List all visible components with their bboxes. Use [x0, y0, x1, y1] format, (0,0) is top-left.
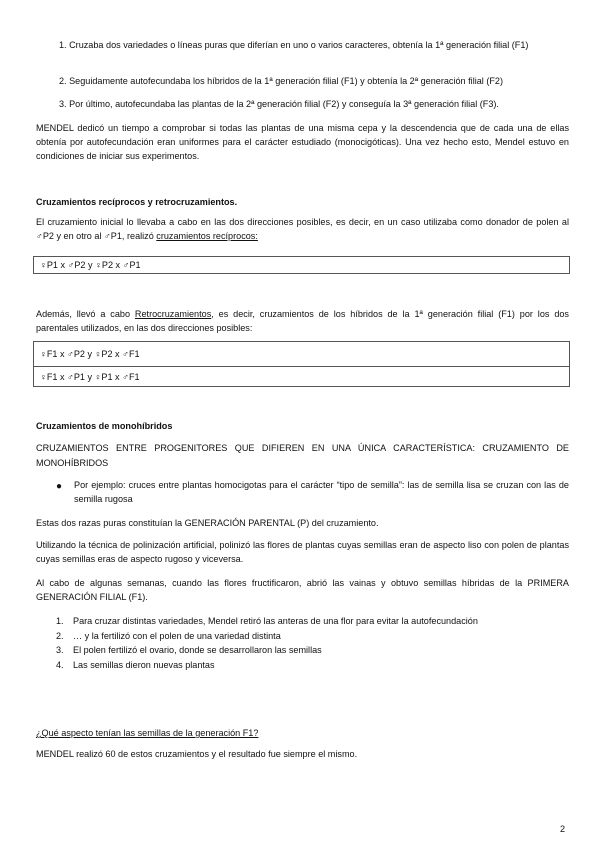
list-number: 3. [56, 645, 64, 655]
backcross-term: Retrocruzamientos [134, 309, 212, 319]
intro-item-3: 3. Por último, autofecundaba las plantas de la 2ª generación filial (F2) y conseguía la 3ª generación filial (F3). [59, 99, 499, 109]
list-text: … y la fertilizó con el polen de una variedad distinta [73, 630, 281, 641]
list-item [56, 614, 576, 629]
list-number: 2. [56, 630, 64, 641]
reciprocal-paragraph [36, 215, 569, 243]
backcross-paragraph [36, 307, 569, 335]
example-bullet-item: Por ejemplo: cruces entre plantas homocigotas para el carácter “tipo de semilla”: las de semilla lisa se cruzan con las de semilla rugosa [74, 480, 569, 504]
intro-item-2: 2. Seguidamente autofecundaba los híbridos de la 1ª generación filial (F1) y obtenía la 2ª generación filial (F2) [59, 76, 504, 86]
monohybrid-caps-paragraph: CRUZAMIENTOS ENTRE PROGENITORES QUE DIFIEREN EN UNA ÚNICA CARACTERÍSTICA: CRUZAMIENTO DE MONOHÍBRIDOS [36, 443, 569, 468]
mendel-paragraph: MENDEL dedicó un tiempo a comprobar si todas las plantas de una misma cepa y la descendencia que de cada una de ellas obtenía por autofecundación eran uniformes para el carácter estudiado (monocigóticas). Una vez hecho esto, Mendel estuvo en condiciones de iniciar sus experimentos. [36, 123, 569, 161]
reciprocal-term: cruzamientos recíprocos: [156, 231, 258, 241]
question-heading: ¿Qué aspecto tenían las semillas de la generación F1? [36, 728, 259, 738]
final-paragraph: MENDEL realizó 60 de estos cruzamientos y el resultado fue siempre el mismo. [36, 749, 358, 759]
list-number: 4. [56, 659, 64, 670]
list-text: El polen fertilizó el ovario, donde se desarrollaron las semillas [73, 645, 322, 655]
f1-paragraph: Al cabo de algunas semanas, cuando las flores fructificaron, abrió las vainas y obtuvo semillas híbridas de la PRIMERA GENERACIÓN FILIAL (F1). [36, 578, 569, 602]
list-item [56, 658, 576, 673]
list-item [56, 629, 576, 644]
list-number: 1. [56, 616, 64, 626]
parental-paragraph: Estas dos razas puras constituían la GENERACIÓN PARENTAL (P) del cruzamiento. [36, 518, 379, 528]
reciprocal-text: El cruzamiento inicial lo llevaba a cabo en las dos direcciones posibles, es decir, en un caso utilizaba como donador de polen al ♂P2 y en otro al ♂P1, realizó [36, 217, 569, 241]
pollination-paragraph: Utilizando la técnica de polinización artificial, polinizó las flores de plantas cuyas semillas eran de aspecto liso con polen de plantas cuyas semillas eras de aspecto rugoso y viceversa. [36, 540, 569, 564]
bullet-dot-icon: ● [56, 481, 63, 492]
list-item [56, 643, 576, 658]
section-heading-monohybrid: Cruzamientos de monohíbridos [36, 421, 173, 431]
backcross-text-end: , es decir, cruzamientos de los híbridos de la 1ª generación filial (F1) por los dos parentales utilizados, en las dos direcciones posibles: [36, 309, 569, 333]
backcross-row: ♀F1 x ♂P1 y ♀P1 x ♂F1 [34, 366, 569, 386]
backcross-text-start: Además, llevó a cabo [36, 309, 135, 319]
list-text: Las semillas dieron nuevas plantas [73, 659, 215, 670]
backcross-table [33, 341, 570, 387]
list-text: Para cruzar distintas variedades, Mendel retiró las anteras de una flor para evitar la autofecundación [73, 616, 478, 626]
reciprocal-cross-box: ♀P1 x ♂P2 y ♀P2 x ♂P1 [33, 256, 570, 274]
section-heading-reciprocal: Cruzamientos recíprocos y retrocruzamientos. [36, 197, 238, 207]
backcross-row: ♀F1 x ♂P2 y ♀P2 x ♂F1 [40, 349, 140, 359]
page-number: 2 [559, 824, 565, 834]
steps-list [56, 614, 576, 672]
intro-item-1: 1. Cruzaba dos variedades o líneas puras que diferían en uno o varios caracteres, obtenía la 1ª generación filial (F1) [59, 40, 529, 50]
